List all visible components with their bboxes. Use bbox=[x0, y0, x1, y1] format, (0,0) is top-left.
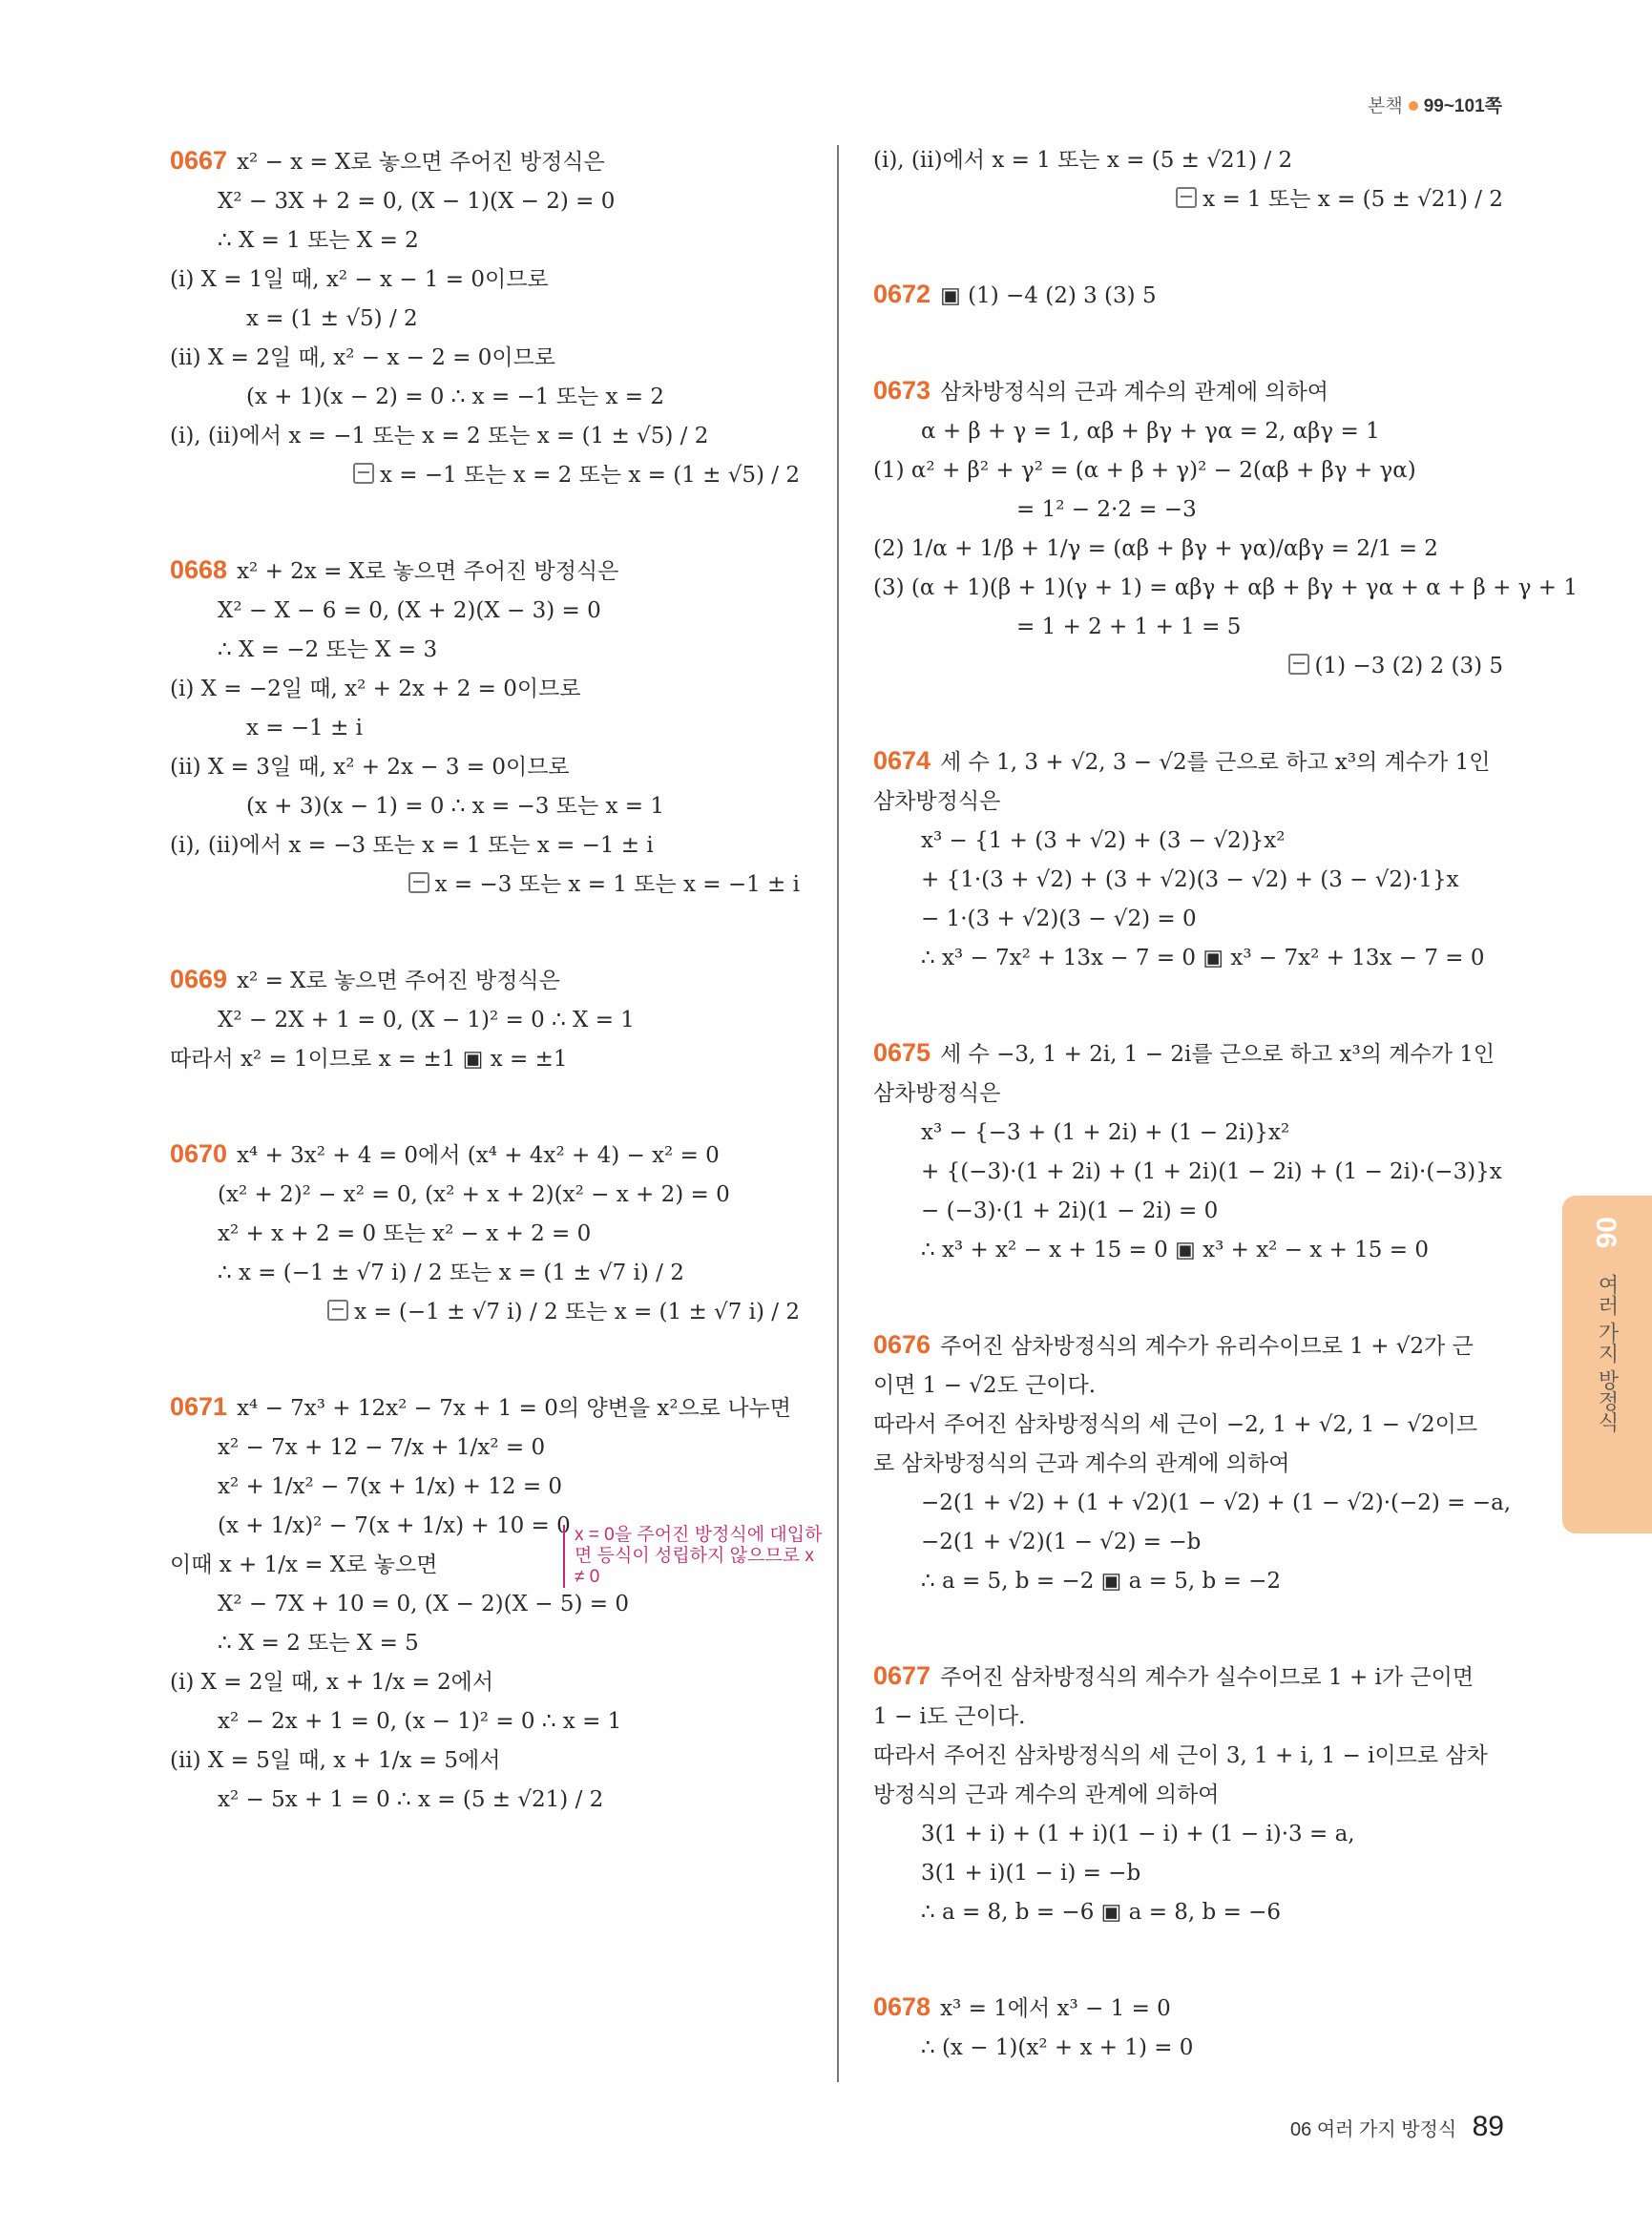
math-text: X² − 3X + 2 = 0, (X − 1)(X − 2) = 0 bbox=[218, 189, 616, 214]
math-text: ∴ X = −2 또는 X = 3 bbox=[218, 637, 438, 662]
math-text: (i), (ii)에서 x = −1 또는 x = 2 또는 x = (1 ± √5) / 2 bbox=[170, 424, 709, 448]
answer-mark-icon bbox=[353, 463, 374, 484]
solution-line bbox=[873, 1854, 1503, 1893]
solution-line bbox=[873, 1523, 1503, 1562]
solution-line bbox=[170, 1781, 800, 1820]
solution-line bbox=[170, 1254, 800, 1293]
math-text: (x + 3)(x − 1) = 0 ∴ x = −3 또는 x = 1 bbox=[246, 794, 664, 819]
solution-line bbox=[170, 182, 800, 221]
math-text: (i), (ii)에서 x = 1 또는 x = (5 ± √21) / 2 bbox=[873, 148, 1293, 173]
math-text: (3) (α + 1)(β + 1)(γ + 1) = αβγ + αβ + βγ + γα + α + β + γ + 1 bbox=[873, 575, 1578, 600]
problem-header bbox=[873, 1033, 1503, 1074]
math-text: (1) −3 (2) 2 (3) 5 bbox=[1314, 654, 1503, 678]
solution-line bbox=[170, 1468, 800, 1507]
math-text: 세 수 1, 3 + √2, 3 − √2를 근으로 하고 x³의 계수가 1인 bbox=[940, 750, 1491, 775]
math-text: 이면 1 − √2도 근이다. bbox=[873, 1373, 1097, 1398]
solution-line bbox=[170, 261, 800, 300]
math-text: 따라서 주어진 삼차방정식의 세 근이 −2, 1 + √2, 1 − √2이므 bbox=[873, 1412, 1478, 1437]
solution-line bbox=[873, 1737, 1503, 1776]
solution-line bbox=[873, 1445, 1503, 1484]
math-text: = 1 + 2 + 1 + 1 = 5 bbox=[1016, 615, 1242, 639]
solution-line bbox=[873, 861, 1503, 900]
math-text: α + β + γ = 1, αβ + βγ + γα = 2, αβγ = 1 bbox=[921, 419, 1380, 444]
solution-line bbox=[873, 412, 1503, 451]
math-text: ▣ (1) −4 (2) 3 (3) 5 bbox=[940, 283, 1157, 308]
solution-line bbox=[170, 1741, 800, 1781]
solution-line bbox=[170, 300, 800, 339]
math-text: ∴ x³ + x² − x + 15 = 0 ▣ x³ + x² − x + 15 = 0 bbox=[921, 1238, 1429, 1262]
problem-header bbox=[873, 1988, 1503, 2029]
math-text: x³ − {−3 + (1 + 2i) + (1 − 2i)}x² bbox=[921, 1120, 1290, 1145]
math-text: (x + 1)(x − 2) = 0 ∴ x = −1 또는 x = 2 bbox=[246, 385, 664, 409]
problem-number: 0668 bbox=[170, 555, 228, 584]
problem-number: 0671 bbox=[170, 1392, 228, 1421]
problem-number: 0677 bbox=[873, 1661, 931, 1690]
solution-line bbox=[170, 670, 800, 709]
math-text: 삼차방정식은 bbox=[873, 1081, 1001, 1106]
math-text: (i) X = 2일 때, x + 1/x = 2에서 bbox=[170, 1670, 494, 1695]
problem-header bbox=[170, 1135, 800, 1176]
margin-note: x = 0을 주어진 방정식에 대입하면 등식이 성립하지 않으므로 x ≠ 0 bbox=[563, 1525, 823, 1588]
math-text: 따라서 주어진 삼차방정식의 세 근이 3, 1 + i, 1 − i이므로 삼차 bbox=[873, 1743, 1488, 1768]
math-text: ∴ x³ − 7x² + 13x − 7 = 0 ▣ x³ − 7x² + 13x − 7 = 0 bbox=[921, 946, 1485, 970]
solution-line bbox=[873, 1698, 1503, 1737]
math-text: ∴ (x − 1)(x² + x + 1) = 0 bbox=[921, 2035, 1194, 2060]
solution-line bbox=[170, 1624, 800, 1663]
problem-header bbox=[170, 1387, 800, 1428]
problem-header bbox=[873, 275, 1503, 316]
math-text: x² − 5x + 1 = 0 ∴ x = (5 ± √21) / 2 bbox=[218, 1787, 604, 1812]
math-text: ∴ X = 1 또는 X = 2 bbox=[218, 228, 419, 253]
solution-line bbox=[170, 1585, 800, 1624]
math-text: x³ − {1 + (3 + √2) + (3 − √2)}x² bbox=[921, 828, 1286, 853]
math-text: X² − 2X + 1 = 0, (X − 1)² = 0 ∴ X = 1 bbox=[218, 1008, 635, 1032]
solution-line bbox=[873, 1192, 1503, 1231]
solution-line bbox=[873, 451, 1503, 490]
solution-line bbox=[873, 900, 1503, 939]
book-reference bbox=[1368, 92, 1502, 117]
problem-header bbox=[873, 371, 1503, 412]
solution-line bbox=[873, 939, 1503, 978]
math-text: (x² + 2)² − x² = 0, (x² + x + 2)(x² − x + 2) = 0 bbox=[218, 1182, 730, 1207]
math-text: 방정식의 근과 계수의 관계에 의하여 bbox=[873, 1783, 1220, 1807]
problem-gap bbox=[873, 1270, 1503, 1325]
math-text: −2(1 + √2) + (1 + √2)(1 − √2) + (1 − √2)·(−2) = −a, bbox=[921, 1491, 1512, 1515]
column-divider bbox=[837, 145, 839, 2082]
math-text: x² + 1/x² − 7(x + 1/x) + 12 = 0 bbox=[218, 1474, 563, 1499]
solution-line bbox=[873, 569, 1578, 608]
math-text: x⁴ − 7x³ + 12x² − 7x + 1 = 0의 양변을 x²으로 나누면 bbox=[237, 1396, 791, 1421]
math-text: (ii) X = 5일 때, x + 1/x = 5에서 bbox=[170, 1748, 501, 1773]
math-text: + {1·(3 + √2) + (3 + √2)(3 − √2) + (3 − √2)·1}x bbox=[921, 867, 1459, 892]
page-number: 89 bbox=[1472, 2111, 1504, 2142]
math-text: 삼차방정식의 근과 계수의 관계에 의하여 bbox=[940, 380, 1329, 405]
math-text: ∴ X = 2 또는 X = 5 bbox=[218, 1631, 419, 1656]
solution-line bbox=[873, 1484, 1512, 1523]
solution-line bbox=[170, 1176, 800, 1215]
solution-line bbox=[170, 787, 800, 826]
math-text: 3(1 + i)(1 − i) = −b bbox=[921, 1861, 1141, 1886]
math-text: x² + 2x = X로 놓으면 주어진 방정식은 bbox=[237, 559, 619, 584]
math-text: x² − 2x + 1 = 0, (x − 1)² = 0 ∴ x = 1 bbox=[218, 1709, 622, 1734]
solution-line bbox=[170, 1663, 800, 1702]
solution-line bbox=[170, 1215, 800, 1254]
solution-line bbox=[170, 1001, 800, 1040]
problem-gap bbox=[873, 316, 1503, 371]
solution-line bbox=[873, 1893, 1503, 1932]
math-text: (ii) X = 2일 때, x² − x − 2 = 0이므로 bbox=[170, 345, 556, 370]
math-text: 따라서 x² = 1이므로 x = ±1 ▣ x = ±1 bbox=[170, 1047, 568, 1072]
solution-line bbox=[170, 592, 800, 631]
math-text: x³ = 1에서 x³ − 1 = 0 bbox=[940, 1996, 1171, 2021]
math-text: 이때 x + 1/x = X로 놓으면 bbox=[170, 1553, 438, 1577]
ref-pages: 99~101쪽 bbox=[1423, 96, 1502, 116]
dot-icon bbox=[1409, 101, 1418, 111]
answer-line bbox=[873, 647, 1503, 686]
solution-line bbox=[170, 631, 800, 670]
solution-line bbox=[873, 822, 1503, 861]
problem-header bbox=[170, 141, 800, 182]
ref-label: 본책 bbox=[1367, 96, 1403, 116]
solution-line bbox=[873, 1074, 1503, 1114]
solution-line bbox=[873, 1114, 1503, 1153]
math-text: 삼차방정식은 bbox=[873, 789, 1001, 814]
problem-gap bbox=[873, 686, 1503, 741]
math-text: ∴ x = (−1 ± √7 i) / 2 또는 x = (1 ± √7 i) / 2 bbox=[218, 1261, 684, 1285]
solution-line bbox=[873, 1231, 1503, 1270]
problem-header bbox=[873, 1657, 1503, 1698]
math-text: x = (−1 ± √7 i) / 2 또는 x = (1 ± √7 i) / 2 bbox=[354, 1300, 800, 1324]
math-text: (i), (ii)에서 x = −3 또는 x = 1 또는 x = −1 ± i bbox=[170, 833, 654, 858]
solution-line bbox=[873, 1153, 1503, 1192]
answer-line bbox=[170, 456, 800, 495]
solution-line bbox=[873, 2029, 1503, 2068]
problem-number: 0667 bbox=[170, 146, 228, 175]
math-text: x² − x = X로 놓으면 주어진 방정식은 bbox=[237, 150, 605, 175]
solution-line bbox=[873, 141, 1503, 180]
solution-line bbox=[873, 530, 1503, 569]
math-text: −2(1 + √2)(1 − √2) = −b bbox=[921, 1530, 1202, 1554]
math-text: x = −3 또는 x = 1 또는 x = −1 ± i bbox=[434, 872, 800, 897]
solution-line bbox=[873, 608, 1503, 647]
solution-line bbox=[873, 1776, 1503, 1815]
math-text: (i) X = 1일 때, x² − x − 1 = 0이므로 bbox=[170, 267, 549, 292]
math-text: x⁴ + 3x² + 4 = 0에서 (x⁴ + 4x² + 4) − x² = 0 bbox=[237, 1143, 720, 1168]
math-text: x² − 7x + 12 − 7/x + 1/x² = 0 bbox=[218, 1435, 546, 1460]
answer-mark-icon bbox=[327, 1300, 348, 1321]
answer-mark-icon bbox=[408, 872, 429, 893]
problem-header bbox=[170, 960, 800, 1001]
math-text: (ii) X = 3일 때, x² + 2x − 3 = 0이므로 bbox=[170, 755, 570, 780]
math-text: − (−3)·(1 + 2i)(1 − 2i) = 0 bbox=[921, 1199, 1219, 1223]
math-text: + {(−3)·(1 + 2i) + (1 + 2i)(1 − 2i) + (1 − 2i)·(−3)}x bbox=[921, 1159, 1502, 1184]
solution-line bbox=[170, 1040, 800, 1079]
solution-line bbox=[873, 782, 1503, 822]
problem-number: 0674 bbox=[873, 746, 931, 775]
answer-line bbox=[170, 1293, 800, 1332]
problem-number: 0672 bbox=[873, 280, 931, 308]
math-text: 주어진 삼차방정식의 계수가 실수이므로 1 + i가 근이면 bbox=[940, 1665, 1474, 1690]
math-text: x = (1 ± √5) / 2 bbox=[246, 306, 418, 331]
math-text: (x + 1/x)² − 7(x + 1/x) + 10 = 0 bbox=[218, 1513, 571, 1538]
answer-line bbox=[873, 180, 1503, 219]
page-footer bbox=[1290, 2111, 1504, 2143]
math-text: 로 삼차방정식의 근과 계수의 관계에 의하여 bbox=[873, 1451, 1290, 1476]
problem-header bbox=[873, 741, 1503, 782]
math-text: 1 − i도 근이다. bbox=[873, 1704, 1026, 1729]
chapter-side-tab[interactable] bbox=[1562, 1196, 1652, 1533]
problem-gap bbox=[873, 978, 1503, 1033]
problem-number: 0675 bbox=[873, 1038, 931, 1067]
footer-chapter: 06 여러 가지 방정식 bbox=[1290, 2119, 1457, 2140]
chapter-tab-title: 여러 가지 방정식 bbox=[1596, 1274, 1620, 1433]
math-text: (2) 1/α + 1/β + 1/γ = (αβ + βγ + γα)/αβγ = 2/1 = 2 bbox=[873, 536, 1438, 561]
problem-gap bbox=[873, 1932, 1503, 1988]
math-text: 3(1 + i) + (1 + i)(1 − i) + (1 − i)·3 = a, bbox=[921, 1822, 1355, 1846]
solution-line bbox=[170, 826, 800, 865]
problem-number: 0676 bbox=[873, 1330, 931, 1359]
answer-line bbox=[170, 865, 800, 905]
problem-header bbox=[873, 1325, 1503, 1366]
problem-gap bbox=[170, 1332, 800, 1387]
math-text: x = 1 또는 x = (5 ± √21) / 2 bbox=[1202, 187, 1503, 212]
solution-line bbox=[170, 1702, 800, 1741]
math-text: ∴ a = 8, b = −6 ▣ a = 8, b = −6 bbox=[921, 1900, 1282, 1925]
math-text: (1) α² + β² + γ² = (α + β + γ)² − 2(αβ + βγ + γα) bbox=[873, 458, 1416, 483]
solution-line bbox=[873, 1406, 1503, 1445]
solution-line bbox=[873, 1562, 1503, 1601]
solution-line bbox=[873, 1815, 1503, 1854]
problem-gap bbox=[873, 219, 1503, 275]
math-text: 주어진 삼차방정식의 계수가 유리수이므로 1 + √2가 근 bbox=[940, 1334, 1474, 1359]
solution-line bbox=[170, 417, 800, 456]
math-text: X² − 7X + 10 = 0, (X − 2)(X − 5) = 0 bbox=[218, 1592, 630, 1616]
solution-line bbox=[170, 378, 800, 417]
answer-mark-icon bbox=[1176, 187, 1197, 208]
problem-gap bbox=[873, 1601, 1503, 1657]
problem-gap bbox=[170, 1079, 800, 1135]
solution-line bbox=[170, 221, 800, 261]
solution-line bbox=[873, 1366, 1503, 1406]
problem-gap bbox=[170, 905, 800, 960]
math-text: x = −1 또는 x = 2 또는 x = (1 ± √5) / 2 bbox=[379, 463, 800, 488]
solution-line bbox=[170, 339, 800, 378]
solution-line bbox=[170, 1428, 800, 1468]
math-text: − 1·(3 + √2)(3 − √2) = 0 bbox=[921, 907, 1197, 931]
problem-header bbox=[170, 551, 800, 592]
right-column bbox=[873, 141, 1578, 2068]
math-text: 세 수 −3, 1 + 2i, 1 − 2i를 근으로 하고 x³의 계수가 1인 bbox=[940, 1042, 1495, 1067]
math-text: x² + x + 2 = 0 또는 x² − x + 2 = 0 bbox=[218, 1221, 592, 1246]
problem-gap bbox=[170, 495, 800, 551]
math-text: ∴ a = 5, b = −2 ▣ a = 5, b = −2 bbox=[921, 1569, 1282, 1594]
chapter-tab-number: 06 bbox=[1590, 1217, 1621, 1249]
math-text: x² = X로 놓으면 주어진 방정식은 bbox=[237, 969, 560, 993]
solution-line bbox=[170, 748, 800, 787]
problem-number: 0669 bbox=[170, 965, 228, 993]
problem-number: 0678 bbox=[873, 1992, 931, 2021]
math-text: x = −1 ± i bbox=[246, 716, 364, 740]
math-text: = 1² − 2·2 = −3 bbox=[1016, 497, 1197, 522]
solution-line bbox=[170, 709, 800, 748]
solution-line bbox=[873, 490, 1503, 530]
math-text: (i) X = −2일 때, x² + 2x + 2 = 0이므로 bbox=[170, 677, 581, 701]
math-text: X² − X − 6 = 0, (X + 2)(X − 3) = 0 bbox=[218, 598, 601, 623]
problem-number: 0670 bbox=[170, 1139, 228, 1168]
answer-mark-icon bbox=[1288, 654, 1309, 675]
problem-number: 0673 bbox=[873, 376, 931, 405]
